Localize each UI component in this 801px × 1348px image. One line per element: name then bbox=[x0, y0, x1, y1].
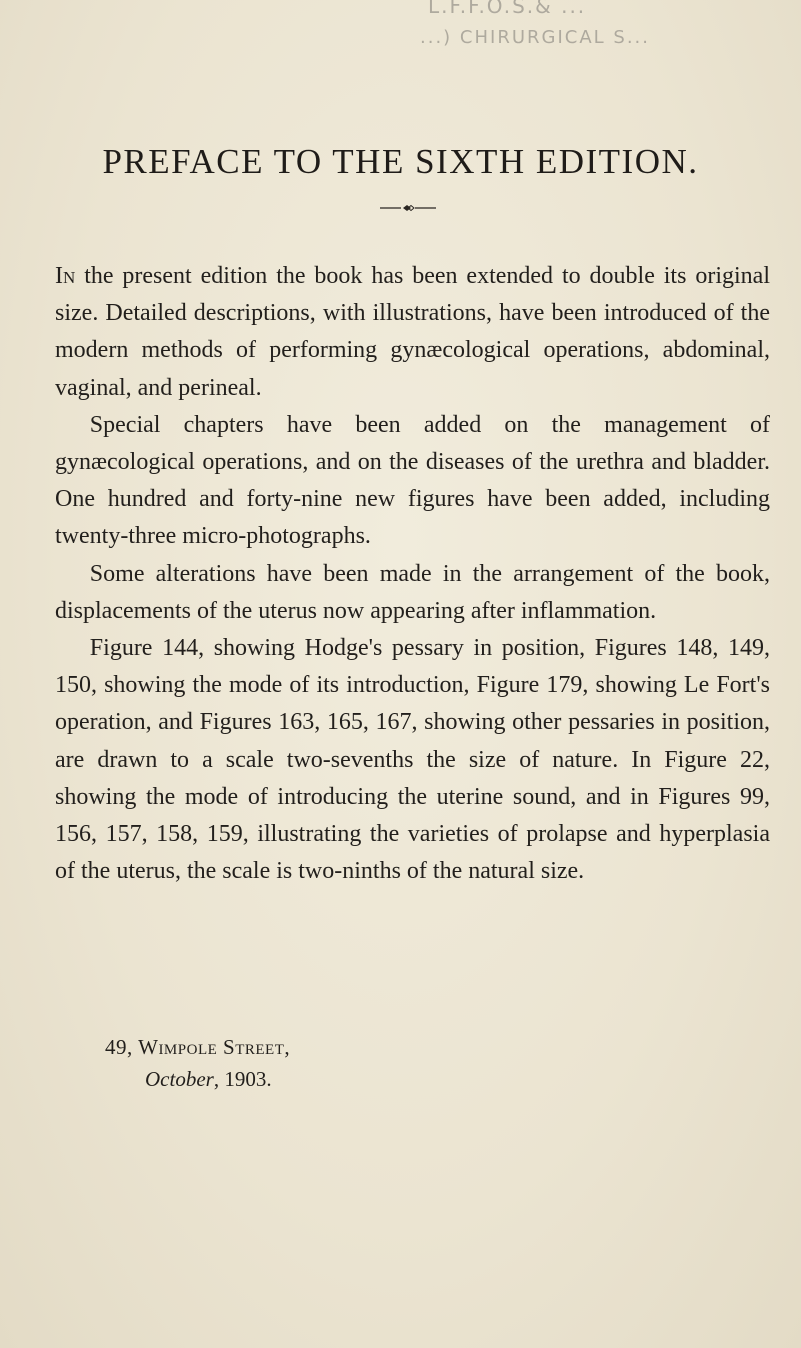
signoff-date bbox=[145, 1067, 272, 1092]
paragraph-1 bbox=[55, 258, 770, 407]
preface-body bbox=[55, 258, 770, 890]
ornament-divider-icon bbox=[378, 203, 438, 213]
library-stamp bbox=[420, 0, 750, 70]
paragraph-3: Some alterations have been made in the arrangement of the book, displacements of the uterus now appearing after inflammation. bbox=[55, 560, 770, 624]
stamp-line-2: ...) CHIRURGICAL S... bbox=[420, 27, 650, 48]
opening-word: In bbox=[55, 263, 76, 289]
signoff-year: , 1903. bbox=[213, 1067, 272, 1091]
signoff-month: October bbox=[145, 1067, 214, 1091]
signoff-address: 49, Wimpole Street, bbox=[105, 1035, 291, 1059]
page-title: PREFACE TO THE SIXTH EDITION. bbox=[102, 142, 699, 181]
paragraph-4: Figure 144, showing Hodge's pessary in position, Figures 148, 149, 150, showing the mode of its introduction, Figure 179, showing Le Fort's operation, and Figures 163, 165, 167, showing other pessaries in position, are drawn to a scale two-sevenths the size of nature. In Figure 22, showing the mode of introducing the uterine sound, and in Figures 99, 156, 157, 158, 159, illustrating the varieties of prolapse and hyperplasia of the uterus, the scale is two-ninths of the natural size. bbox=[55, 635, 770, 885]
signoff bbox=[105, 1035, 291, 1091]
paragraph-2: Special chapters have been added on the management of gynæcological operations, and on the diseases of the urethra and bladder. One hundred and forty-nine new figures have been added, including twenty-three micro-photographs. bbox=[55, 411, 770, 550]
paragraph-1-text: the present edition the book has been extended to double its original size. Detailed descriptions, with illustrations, have been introduced of the modern methods of performing gynæcological operations, abdominal, vaginal, and perineal. bbox=[55, 263, 770, 401]
stamp-line-1: L.F.F.O.S.& ... bbox=[428, 0, 587, 18]
